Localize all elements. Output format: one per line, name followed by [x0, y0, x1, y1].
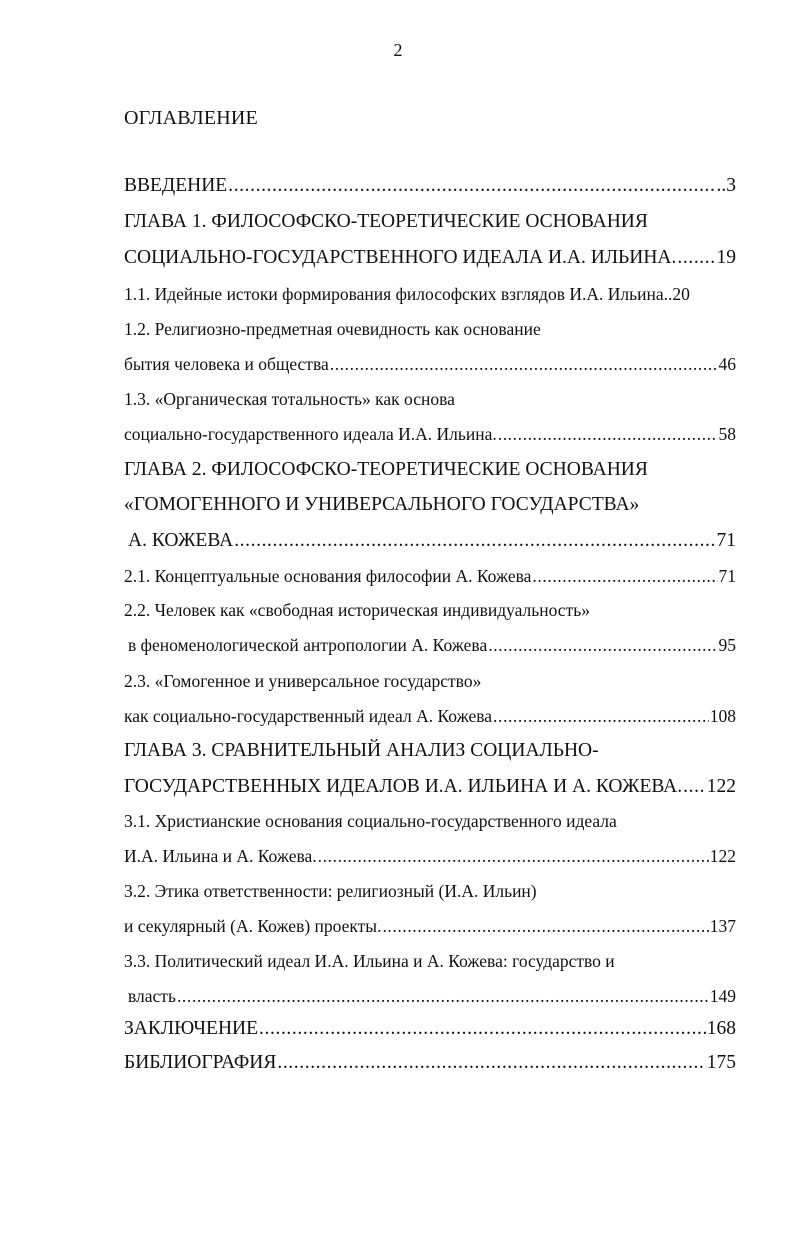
toc-entry-page: 168 [706, 1018, 736, 1039]
toc-entry-page: 122 [709, 846, 736, 866]
toc-entry-chapter-3-line-1[interactable] [124, 741, 599, 761]
toc-entry-page: 19 [716, 247, 736, 268]
toc-entry-section-2-3-line-1[interactable] [124, 673, 481, 691]
toc-entry-page: 122 [706, 776, 736, 797]
toc-entry-text: 3.1. Христианские основания социально-государственного идеала [124, 811, 617, 831]
toc-entry-text: ГЛАВА 3. СРАВНИТЕЛЬНЫЙ АНАЛИЗ СОЦИАЛЬНО- [124, 740, 599, 761]
toc-entry-section-3-2-line-1[interactable] [124, 883, 537, 901]
toc-leader-dots [177, 988, 709, 1006]
toc-leader-dots [382, 918, 708, 936]
toc-entry-text: 1.1. Идейные истоки формирования философских взглядов И.А. Ильина..20 [124, 284, 690, 304]
toc-entry-page: 71 [716, 530, 736, 551]
toc-entry-chapter-2-line-1[interactable] [124, 460, 648, 480]
toc-entry-section-3-1-line-1[interactable] [124, 813, 617, 831]
toc-leader-dots [330, 356, 718, 374]
toc-entry-conclusion[interactable] [124, 1019, 736, 1039]
toc-entry-page: 137 [709, 916, 736, 936]
toc-entry-text: И.А. Ильина и А. Кожева. [124, 846, 317, 866]
toc-entry-text: ВВЕДЕНИЕ [124, 175, 228, 196]
toc-entry-chapter-2-line-3[interactable] [128, 531, 736, 551]
toc-entry-text: социально-государственного идеала И.А. Ильина. [124, 424, 497, 444]
toc-leader-dots [677, 248, 715, 268]
toc-leader-dots [498, 426, 718, 444]
toc-entry-text: СОЦИАЛЬНО-ГОСУДАРСТВЕННОГО ИДЕАЛА И.А. ИЛЬИНА. [124, 247, 677, 268]
toc-entry-page: 95 [718, 635, 736, 655]
toc-entry-section-2-3-line-2[interactable] [124, 708, 736, 726]
toc-entry-page: 58 [718, 424, 736, 444]
toc-leader-dots [532, 568, 717, 586]
toc-entry-chapter-2-line-2[interactable] [124, 495, 639, 515]
toc-entry-page: 46 [718, 354, 736, 374]
toc-entry-text: ГЛАВА 2. ФИЛОСОФСКО-ТЕОРЕТИЧЕСКИЕ ОСНОВАНИЯ [124, 459, 648, 480]
toc-entry-section-3-1-line-2[interactable] [124, 848, 736, 866]
toc-leader-dots [493, 708, 709, 726]
toc-entry-section-2-2-line-1[interactable] [124, 602, 590, 620]
toc-entry-section-1-2-line-1[interactable] [124, 321, 541, 339]
toc-entry-page: ..3 [716, 175, 736, 196]
toc-entry-text: в феноменологической антропологии А. Кожева [128, 635, 488, 655]
toc-entry-text: 2.2. Человек как «свободная историческая индивидуальность» [124, 600, 590, 620]
toc-leader-dots [277, 1053, 705, 1073]
toc-entry-text: А. КОЖЕВА [128, 530, 234, 551]
toc-entry-chapter-1-line-1[interactable] [124, 212, 648, 232]
page-number: 2 [393, 40, 403, 60]
toc-entry-text: как социально-государственный идеал А. Кожева [124, 706, 493, 726]
toc-entry-text: бытия человека и общества [124, 354, 329, 374]
toc-entry-page: 71 [718, 566, 736, 586]
toc-entry-text: БИБЛИОГРАФИЯ [124, 1052, 277, 1073]
toc-leader-dots [683, 777, 706, 797]
toc-entry-text: ГОСУДАРСТВЕННЫХ ИДЕАЛОВ И.А. ИЛЬИНА И А. КОЖЕВА. [124, 776, 683, 797]
toc-entry-section-1-2-line-2[interactable] [124, 356, 736, 374]
toc-entry-bibliography[interactable] [124, 1053, 736, 1073]
toc-entry-page: 149 [709, 986, 736, 1006]
toc-entry-chapter-1-line-2[interactable] [124, 248, 736, 268]
toc-leader-dots [228, 176, 715, 196]
toc-leader-dots [488, 637, 717, 655]
toc-entry-text: 3.3. Политический идеал И.А. Ильина и А. Кожева: государство и [124, 951, 615, 971]
toc-entry-section-1-3-line-1[interactable] [124, 391, 455, 409]
toc-entry-text: 1.2. Религиозно-предметная очевидность как основание [124, 319, 541, 339]
toc-leader-dots [259, 1019, 706, 1039]
toc-leader-dots [234, 531, 715, 551]
toc-entry-page: 108 [709, 706, 736, 726]
toc-entry-section-2-1[interactable] [124, 568, 736, 586]
toc-entry-page: 175 [706, 1052, 736, 1073]
toc-entry-section-2-2-line-2[interactable] [128, 637, 736, 655]
toc-entry-text: 2.3. «Гомогенное и универсальное государство» [124, 671, 482, 691]
toc-entry-section-1-1[interactable] [124, 286, 690, 304]
toc-entry-text: ГЛАВА 1. ФИЛОСОФСКО-ТЕОРЕТИЧЕСКИЕ ОСНОВАНИЯ [124, 211, 648, 232]
toc-entry-section-1-3-line-2[interactable] [124, 426, 736, 444]
toc-entry-section-3-3-line-1[interactable] [124, 953, 615, 971]
toc-entry-text: 2.1. Концептуальные основания философии А. Кожева [124, 566, 532, 586]
toc-entry-chapter-3-line-2[interactable] [124, 777, 736, 797]
toc-entry-introduction[interactable] [124, 176, 736, 196]
toc-entry-section-3-3-line-2[interactable] [128, 988, 736, 1006]
toc-entry-text: власть [128, 986, 176, 1006]
toc-entry-text: 3.2. Этика ответственности: религиозный (И.А. Ильин) [124, 881, 537, 901]
toc-entry-section-3-2-line-2[interactable] [124, 918, 736, 936]
toc-entry-text: «ГОМОГЕННОГО И УНИВЕРСАЛЬНОГО ГОСУДАРСТВА» [124, 494, 640, 515]
toc-entry-text: ЗАКЛЮЧЕНИЕ [124, 1018, 259, 1039]
toc-title: ОГЛАВЛЕНИЕ [124, 107, 258, 129]
toc-entry-text: и секулярный (А. Кожев) проекты. [124, 916, 382, 936]
toc-entry-text: 1.3. «Органическая тотальность» как основа [124, 389, 455, 409]
toc-leader-dots [318, 848, 709, 866]
